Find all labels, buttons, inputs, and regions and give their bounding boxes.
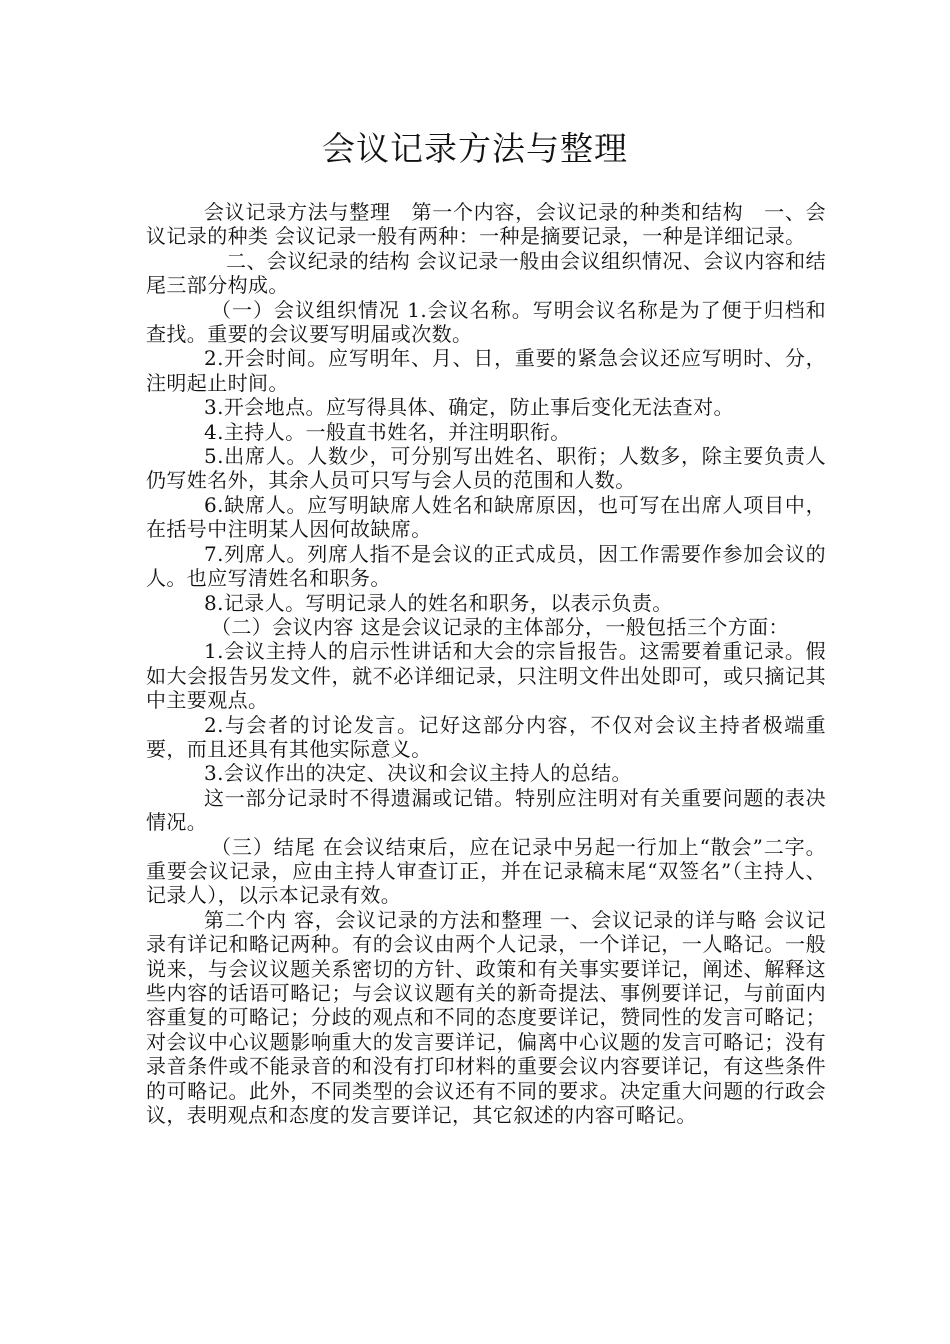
paragraph: 8.记录人。写明记录人的姓名和职务，以表示负责。 bbox=[204, 590, 673, 615]
paragraph: （三）结尾 在会议结束后，应在记录中另起一行加上“散会”二字。重要会议记录，应由主持人审查订正，并在记录稿末尾“双签名”（主持人、记录人），以示本记录有效。 bbox=[146, 834, 826, 908]
paragraph: 7.列席人。列席人指不是会议的正式成员，因工作需要作参加会议的人。也应写清姓名和职务。 bbox=[146, 541, 826, 591]
paragraph: 3.会议作出的决定、决议和会议主持人的总结。 bbox=[204, 761, 632, 786]
paragraph: 5.出席人。人数少，可分别写出姓名、职衔；人数多，除主要负责人仍写姓名外，其余人员可只写与会人员的范围和人数。 bbox=[146, 444, 826, 493]
paragraph: 2.与会者的讨论发言。记好这部分内容，不仅对会议主持者极端重要，而且还具有其他实际意义。 bbox=[146, 712, 826, 761]
paragraph: 4.主持人。一般直书姓名，并注明职衔。 bbox=[204, 419, 571, 444]
paragraph: 二、会议纪录的结构 会议记录一般由会议组织情况、会议内容和结尾三部分构成。 bbox=[146, 248, 826, 298]
paragraph: 这一部分记录时不得遗漏或记错。特别应注明对有关重要问题的表决情况。 bbox=[146, 785, 826, 835]
paragraph: （二）会议内容 这是会议记录的主体部分，一般包括三个方面： bbox=[211, 614, 789, 639]
document-title: 会议记录方法与整理 bbox=[322, 129, 628, 168]
paragraph: （一）会议组织情况 1.会议名称。写明会议名称是为了便于归档和查找。重要的会议要写明届或次数。 bbox=[146, 297, 826, 347]
paragraph: 6.缺席人。应写明缺席人姓名和缺席原因，也可写在出席人项目中，在括号中注明某人因何故缺席。 bbox=[146, 492, 826, 542]
paragraph: 2.开会时间。应写明年、月、日，重要的紧急会议还应写明时、分，注明起止时间。 bbox=[146, 346, 826, 395]
document-body bbox=[146, 200, 826, 1127]
paragraph: 会议记录方法与整理 第一个内容，会议记录的种类和结构 一、会议记录的种类 会议记录一般有两种：一种是摘要记录，一种是详细记录。 bbox=[146, 200, 826, 249]
paragraph: 第二个内 容，会议记录的方法和整理 一、会议记录的详与略 会议记录有详记和略记两种。有的会议由两个人记录，一个详记，一人略记。一般说来，与会议议题关系密切的方针、政策和有关事实要详记，阐述、解释这些内容的话语可略记；与会议议题有关的新奇提法、事例要详记，与前面内容重复的可略记；分歧的观点和不同的态度要详记，赞同性的发言可略记；对会议中心议题影响重大的发言要详记，偏离中心议题的发言可略记；没有录音条件或不能录音的和没有打印材料的重要会议内容要详记，有这些条件的可略记。此外，不同类型的会议还有不同的要求。决定重大问题的行政会议，表明观点和态度的发言要详记，其它叙述的内容可略记。 bbox=[146, 907, 826, 1128]
paragraph: 1.会议主持人的启示性讲话和大会的宗旨报告。这需要着重记录。假如大会报告另发文件，就不必详细记录，只注明文件出处即可，或只摘记其中主要观点。 bbox=[146, 639, 826, 713]
paragraph: 3.开会地点。应写得具体、确定，防止事后变化无法查对。 bbox=[204, 395, 734, 420]
